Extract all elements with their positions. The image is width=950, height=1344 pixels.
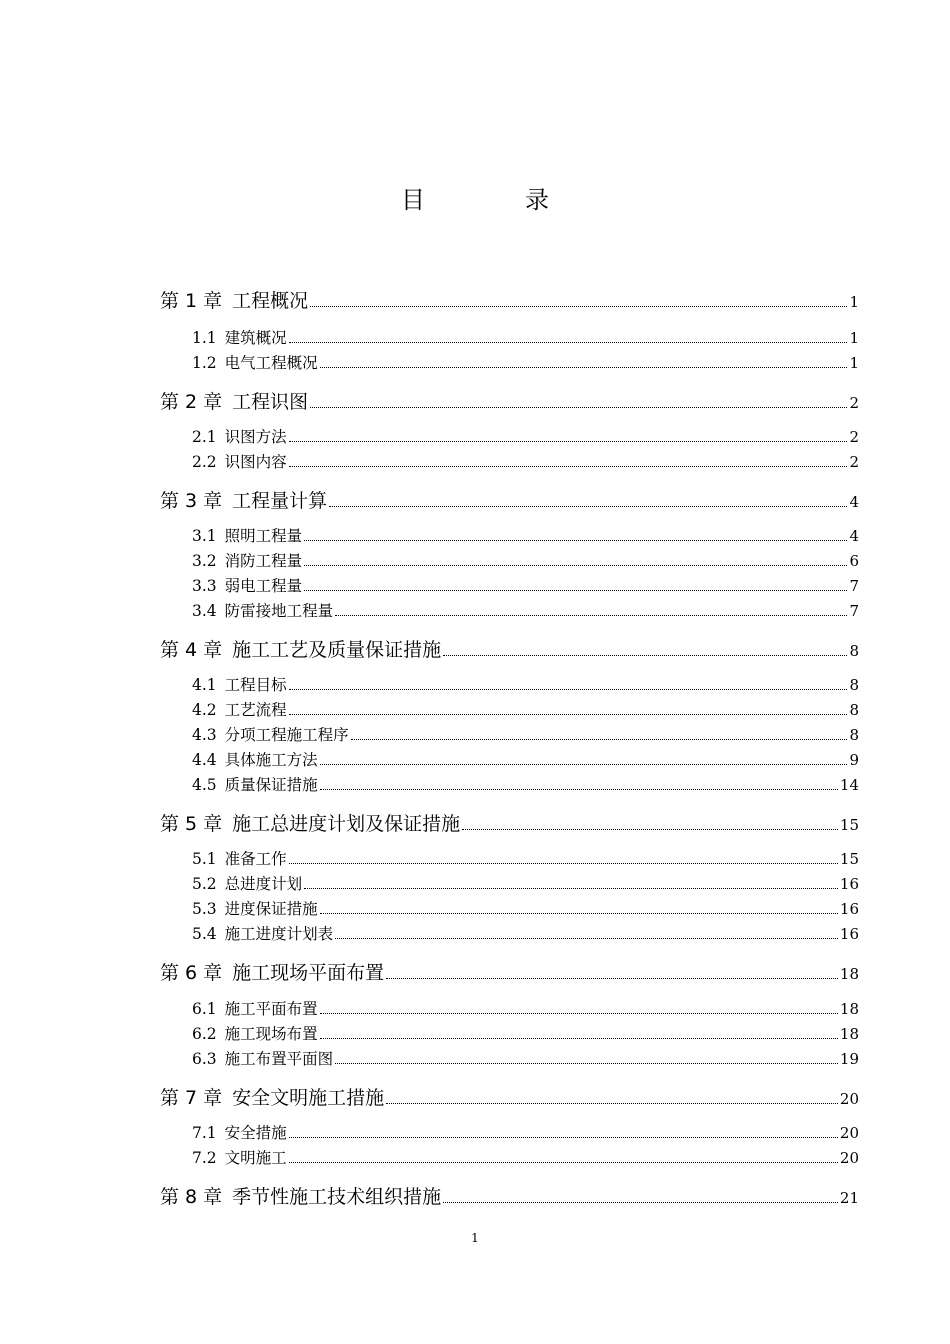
toc-section-entry[interactable] [192,326,859,350]
toc-entry-page: 21 [839,1189,859,1207]
toc-entry-number: 第 6 章 [160,962,223,984]
toc-chapter-entry[interactable] [160,959,859,987]
toc-entry-page: 1 [849,293,859,311]
toc-entry-page: 1 [849,354,859,372]
toc-entry-page: 20 [839,1090,859,1108]
toc-entry-title: 文明施工 [224,1149,287,1167]
toc-entry-page: 7 [849,602,859,620]
toc-entry-title: 安全文明施工措施 [232,1087,385,1109]
toc-section-entry[interactable] [192,524,859,548]
toc-dot-leader [320,367,848,368]
toc-section-entry[interactable] [192,698,859,722]
toc-entry-number: 第 1 章 [160,290,223,312]
toc-chapter-entry[interactable] [160,810,859,838]
toc-dot-leader [289,714,848,715]
toc-dot-leader [289,689,848,690]
toc-section-entry[interactable] [192,673,859,697]
toc-section-entry[interactable] [192,997,859,1021]
toc-section-entry[interactable] [192,773,859,797]
toc-entry-title: 施工平面布置 [224,1000,318,1018]
toc-entry-title: 工程量计算 [232,490,328,512]
toc-entry-title: 季节性施工技术组织措施 [232,1186,442,1208]
toc-entry-number: 7.2 [192,1149,217,1167]
toc-entry-title: 施工布置平面图 [224,1050,334,1068]
toc-section-entry[interactable] [192,574,859,598]
toc-dot-leader [289,466,848,467]
toc-entry-page: 1 [849,329,859,347]
toc-entry-number: 2.2 [192,453,217,471]
toc-entry-title: 工程识图 [232,391,309,413]
toc-entry-title: 消防工程量 [224,552,303,570]
toc-dot-leader [320,764,848,765]
toc-entry-page: 6 [849,552,859,570]
toc-entry-number: 4.3 [192,726,217,744]
toc-dot-leader [310,407,847,408]
toc-entry-title: 分项工程施工程序 [224,726,349,744]
toc-chapter-entry[interactable] [160,487,859,515]
toc-entry-number: 6.1 [192,1000,217,1018]
toc-entry-page: 2 [849,453,859,471]
toc-section-entry[interactable] [192,425,859,449]
toc-chapter-entry[interactable] [160,636,859,664]
toc-dot-leader [320,913,838,914]
toc-chapter-entry[interactable] [160,1084,859,1112]
toc-section-entry[interactable] [192,599,859,623]
toc-entry-page: 2 [849,428,859,446]
toc-entry-page: 8 [849,676,859,694]
toc-chapter-entry[interactable] [160,1183,859,1211]
toc-entry-title: 安全措施 [224,1124,287,1142]
toc-dot-leader [462,829,838,830]
toc-section-entry[interactable] [192,1022,859,1046]
toc-dot-leader [320,1038,838,1039]
toc-entry-page: 4 [849,493,859,511]
toc-entry-title: 弱电工程量 [224,577,303,595]
toc-dot-leader [335,615,847,616]
toc-entry-title: 施工总进度计划及保证措施 [232,813,461,835]
toc-entry-page: 18 [839,1000,859,1018]
toc-entry-title: 电气工程概况 [224,354,318,372]
toc-entry-page: 15 [839,850,859,868]
toc-entry-page: 18 [839,965,859,983]
toc-entry-page: 15 [839,816,859,834]
toc-dot-leader [310,306,847,307]
toc-entry-number: 5.2 [192,875,217,893]
toc-dot-leader [335,938,838,939]
toc-section-entry[interactable] [192,351,859,375]
toc-dot-leader [289,1137,838,1138]
toc-entry-title: 施工现场布置 [224,1025,318,1043]
toc-entry-page: 18 [839,1025,859,1043]
toc-entry-page: 20 [839,1124,859,1142]
toc-dot-leader [304,590,847,591]
toc-section-entry[interactable] [192,847,859,871]
toc-entry-number: 第 5 章 [160,813,223,835]
toc-entry-title: 准备工作 [224,850,287,868]
toc-entry-page: 16 [839,900,859,918]
toc-entry-title: 质量保证措施 [224,776,318,794]
toc-entry-number: 4.4 [192,751,217,769]
toc-entry-title: 施工工艺及质量保证措施 [232,639,442,661]
toc-entry-number: 第 7 章 [160,1087,223,1109]
toc-section-entry[interactable] [192,450,859,474]
toc-section-entry[interactable] [192,723,859,747]
toc-dot-leader [386,978,838,979]
toc-entry-title: 照明工程量 [224,527,303,545]
toc-entry-page: 19 [839,1050,859,1068]
toc-entry-title: 识图内容 [224,453,287,471]
toc-entry-number: 7.1 [192,1124,217,1142]
toc-dot-leader [329,506,847,507]
toc-dot-leader [443,1202,838,1203]
toc-entry-title: 工程概况 [232,290,309,312]
toc-entry-title: 识图方法 [224,428,287,446]
toc-section-entry[interactable] [192,1146,859,1170]
toc-entry-title: 工程目标 [224,676,287,694]
title-char-1: 目 [401,186,425,214]
toc-entry-number: 6.2 [192,1025,217,1043]
toc-entry-title: 进度保证措施 [224,900,318,918]
toc-entry-number: 第 8 章 [160,1186,223,1208]
toc-dot-leader [304,565,847,566]
toc-dot-leader [351,739,848,740]
toc-entry-title: 施工现场平面布置 [232,962,385,984]
toc-entry-page: 4 [849,527,859,545]
toc-entry-page: 16 [839,925,859,943]
toc-entry-number: 5.3 [192,900,217,918]
toc-dot-leader [289,1162,838,1163]
toc-entry-number: 第 2 章 [160,391,223,413]
toc-entry-number: 6.3 [192,1050,217,1068]
toc-entry-number: 3.2 [192,552,217,570]
toc-entry-number: 5.1 [192,850,217,868]
toc-dot-leader [289,863,838,864]
toc-entry-title: 具体施工方法 [224,751,318,769]
toc-entry-title: 防雷接地工程量 [224,602,334,620]
toc-entry-page: 9 [849,751,859,769]
toc-entry-number: 3.4 [192,602,217,620]
title-char-2: 录 [525,186,549,214]
toc-dot-leader [320,789,838,790]
toc-chapter-entry[interactable] [160,287,859,315]
toc-entry-title: 施工进度计划表 [224,925,334,943]
toc-entry-page: 14 [839,776,859,794]
toc-dot-leader [335,1063,838,1064]
toc-entry-page: 20 [839,1149,859,1167]
toc-entry-number: 4.2 [192,701,217,719]
toc-entry-number: 2.1 [192,428,217,446]
toc-entry-page: 2 [849,394,859,412]
toc-section-entry[interactable] [192,549,859,573]
toc-dot-leader [289,342,848,343]
toc-entry-number: 3.3 [192,577,217,595]
toc-entry-number: 4.5 [192,776,217,794]
toc-dot-leader [304,888,838,889]
toc-entry-title: 建筑概况 [224,329,287,347]
toc-entry-title: 工艺流程 [224,701,287,719]
toc-entry-title: 总进度计划 [224,875,303,893]
toc-entry-number: 4.1 [192,676,217,694]
toc-section-entry[interactable] [192,748,859,772]
toc-entry-number: 5.4 [192,925,217,943]
toc-entry-number: 1.1 [192,329,217,347]
toc-entry-page: 8 [849,701,859,719]
toc-entry-page: 8 [849,726,859,744]
toc-entry-number: 1.2 [192,354,217,372]
toc-chapter-entry[interactable] [160,388,859,416]
toc-dot-leader [304,540,847,541]
toc-entry-page: 7 [849,577,859,595]
toc-dot-leader [289,441,848,442]
toc-dot-leader [386,1103,838,1104]
toc-dot-leader [443,655,847,656]
toc-section-entry[interactable] [192,1047,859,1071]
toc-entry-number: 第 4 章 [160,639,223,661]
toc-dot-leader [320,1013,838,1014]
toc-entry-number: 3.1 [192,527,217,545]
toc-section-entry[interactable] [192,897,859,921]
page-number-footer: 1 [471,1231,479,1245]
toc-section-entry[interactable] [192,872,859,896]
page-title [0,184,950,216]
toc-entry-page: 8 [849,642,859,660]
toc-entry-number: 第 3 章 [160,490,223,512]
toc-section-entry[interactable] [192,922,859,946]
toc-section-entry[interactable] [192,1121,859,1145]
toc-entry-page: 16 [839,875,859,893]
